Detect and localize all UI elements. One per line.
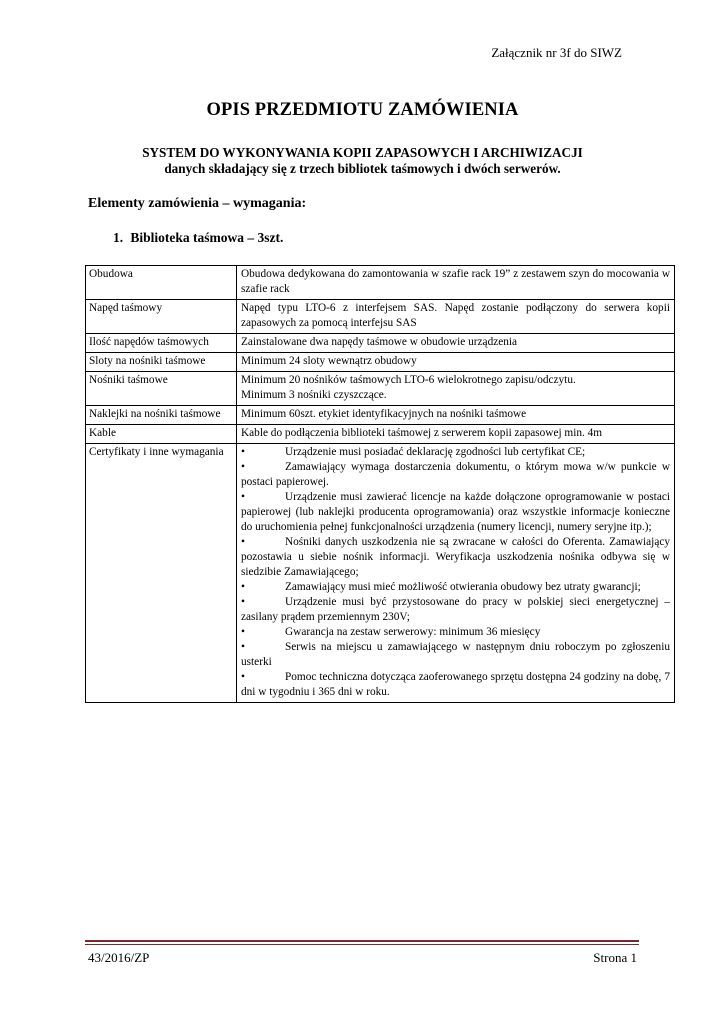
list-item <box>241 490 670 535</box>
list-item-text: Nośniki danych uszkodzenia nie są zwracane w całości do Oferenta. Zamawiający pozostawia u siebie nośnik informacji. Weryfikacja uszkodzenia nośnika odbywa się w siedzibie Zamawiającego; <box>241 536 670 578</box>
row-value: Kable do podłączenia biblioteki taśmowej z serwerem kopii zapasowej min. 4m <box>237 425 675 444</box>
row-value-line-1: Minimum 20 nośników taśmowych LTO-6 wielokrotnego zapisu/odczytu. <box>241 374 576 386</box>
table-row <box>86 406 675 425</box>
item-number: 1. <box>113 230 124 245</box>
row-value: Zainstalowane dwa napędy taśmowe w obudowie urządzenia <box>237 334 675 353</box>
bullet-icon: • <box>241 536 245 548</box>
list-item <box>241 640 670 670</box>
table-row <box>86 300 675 334</box>
page-number: Strona 1 <box>593 950 637 965</box>
table-row <box>86 353 675 372</box>
bullet-icon: • <box>241 461 245 473</box>
table-row <box>86 334 675 353</box>
subtitle <box>0 145 725 177</box>
document-number: 43/2016/ZP <box>88 950 150 965</box>
page-title: OPIS PRZEDMIOTU ZAMÓWIENIA <box>206 100 519 120</box>
item-label: Biblioteka taśmowa – 3szt. <box>130 230 284 245</box>
bullet-icon: • <box>241 581 245 593</box>
bullet-icon: • <box>241 596 245 608</box>
list-item <box>241 670 670 700</box>
table-row <box>86 425 675 444</box>
list-item-text: Urządzenie musi zawierać licencje na każde dołączone oprogramowanie w postaci papierowej (lub naklejki producenta oprogramowania) oraz wszystkie informacje konieczne do uruchomienia pełnej funkcjonalności urządzenia (numery licencji, numery seryjne itp.); <box>241 491 670 533</box>
list-item-text: Zamawiający wymaga dostarczenia dokumentu, o którym mowa w/w punkcie w postaci papierowej. <box>241 461 670 488</box>
item-heading <box>113 230 283 246</box>
row-key: Sloty na nośniki taśmowe <box>86 353 237 372</box>
footer-divider <box>85 940 639 942</box>
list-item <box>241 445 670 460</box>
list-item <box>241 580 670 595</box>
subtitle-line-1: SYSTEM DO WYKONYWANIA KOPII ZAPASOWYCH I ARCHIWIZACJI <box>142 145 583 160</box>
subtitle-line-2: danych składający się z trzech bibliotek taśmowych i dwóch serwerów. <box>164 161 561 176</box>
row-value-line-2: Minimum 3 nośniki czyszczące. <box>241 389 387 401</box>
cert-list <box>237 444 675 703</box>
row-key: Kable <box>86 425 237 444</box>
list-item-text: Serwis na miejscu u zamawiającego w następnym dniu roboczym po zgłoszeniu usterki <box>241 641 670 668</box>
list-item <box>241 535 670 580</box>
bullet-icon: • <box>241 446 245 458</box>
section-heading: Elementy zamówienia – wymagania: <box>88 196 307 211</box>
row-key: Ilość napędów taśmowych <box>86 334 237 353</box>
annex-label: Załącznik nr 3f do SIWZ <box>491 45 622 60</box>
bullet-icon: • <box>241 641 245 653</box>
row-value: Minimum 60szt. etykiet identyfikacyjnych na nośniki taśmowe <box>237 406 675 425</box>
list-item <box>241 625 670 640</box>
bullet-icon: • <box>241 671 245 683</box>
bullet-icon: • <box>241 491 245 503</box>
list-item-text: Zamawiający musi mieć możliwość otwierania obudowy bez utraty gwarancji; <box>285 581 641 593</box>
list-item <box>241 595 670 625</box>
footer-divider-thin <box>85 944 639 945</box>
table-row <box>86 444 675 703</box>
list-item-text: Urządzenie musi posiadać deklarację zgodności lub certyfikat CE; <box>285 446 586 458</box>
row-key: Naklejki na nośniki taśmowe <box>86 406 237 425</box>
row-value: Minimum 24 sloty wewnątrz obudowy <box>237 353 675 372</box>
row-key: Napęd taśmowy <box>86 300 237 334</box>
row-value: Napęd typu LTO-6 z interfejsem SAS. Napęd zostanie podłączony do serwera kopii zapasowych za pomocą interfejsu SAS <box>237 300 675 334</box>
row-key: Nośniki taśmowe <box>86 372 237 406</box>
row-key: Obudowa <box>86 266 237 300</box>
table-row <box>86 266 675 300</box>
bullet-icon: • <box>241 626 245 638</box>
list-item-text: Pomoc techniczna dotycząca zaoferowanego sprzętu dostępna 24 godziny na dobę, 7 dni w tygodniu i 365 dni w roku. <box>241 671 670 698</box>
list-item-text: Gwarancja na zestaw serwerowy: minimum 36 miesięcy <box>285 626 541 638</box>
requirements-table <box>85 265 675 703</box>
row-key: Certyfikaty i inne wymagania <box>86 444 237 703</box>
list-item-text: Urządzenie musi być przystosowane do pracy w polskiej sieci energetycznej – zasilany prądem przemiennym 230V; <box>241 596 670 623</box>
row-value <box>237 372 675 406</box>
table-row <box>86 372 675 406</box>
row-value: Obudowa dedykowana do zamontowania w szafie rack 19” z zestawem szyn do mocowania w szafie rack <box>237 266 675 300</box>
list-item <box>241 460 670 490</box>
